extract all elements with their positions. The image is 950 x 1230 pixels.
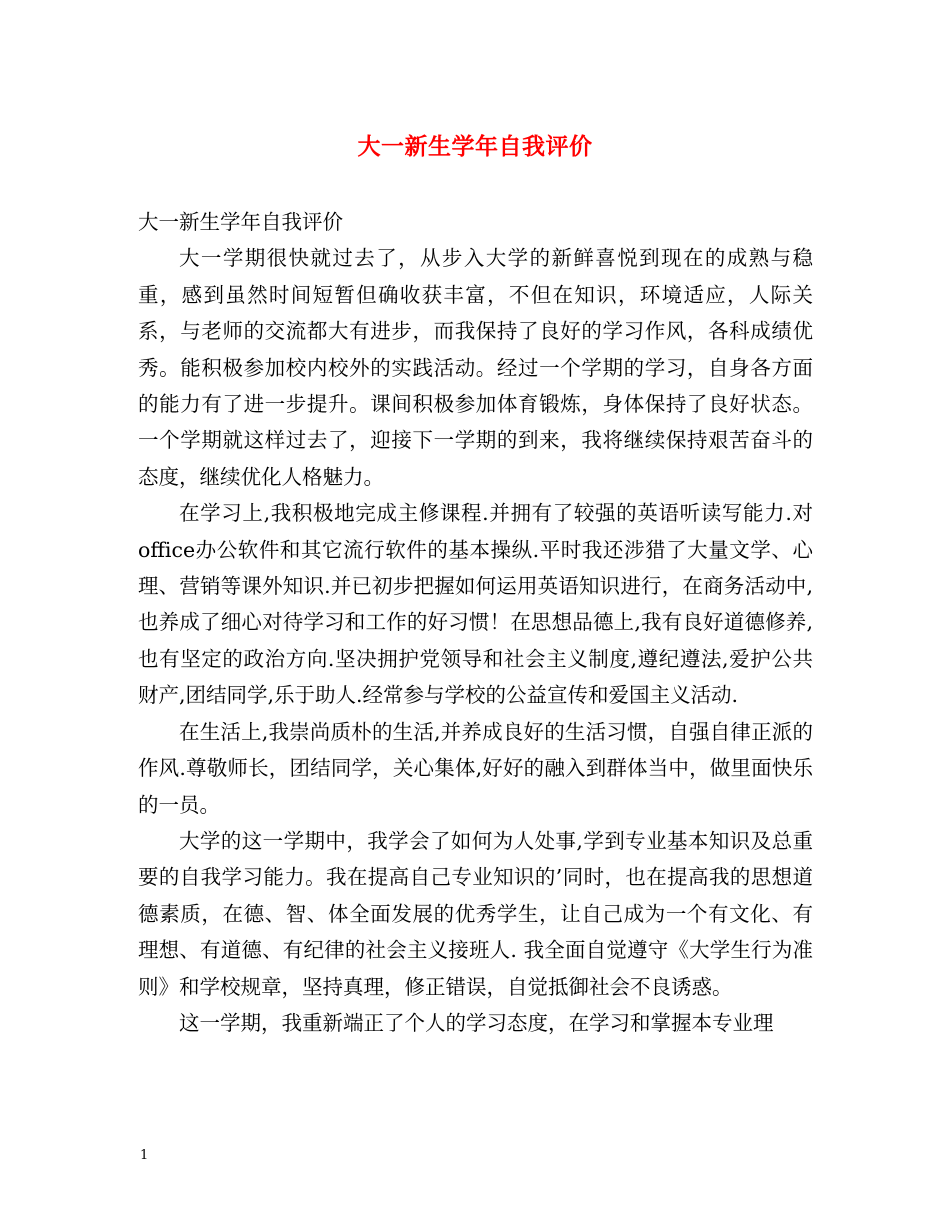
- paragraph: 在生活上,我崇尚质朴的生活,并养成良好的生活习惯，自强自律正派的作风.尊敬师长，团结同学，关心集体,好好的融入到群体当中，做里面快乐的一员。: [138, 719, 813, 817]
- page-number: 1: [140, 1148, 149, 1163]
- document-subtitle: 大一新生学年自我评价: [138, 210, 343, 234]
- paragraph: 大一学期很快就过去了，从步入大学的新鲜喜悦到现在的成熟与稳重，感到虽然时间短暂但确收获丰富，不但在知识，环境适应，人际关系，与老师的交流都大有进步，而我保持了良好的学习作风，各科成绩优秀。能积极参加校内校外的实践活动。经过一个学期的学习，自身各方面的能力有了进一步提升。课间积极参加体育锻炼，身体保持了良好状态。一个学期就这样过去了，迎接下一学期的到来，我将继续保持艰苦奋斗的态度，继续优化人格魅力。: [138, 246, 813, 489]
- paragraph: 这一学期，我重新端正了个人的学习态度，在学习和掌握本专业理: [179, 1010, 774, 1035]
- paragraph: 在学习上,我积极地完成主修课程.并拥有了较强的英语听读写能力.对office办公软件和其它流行软件的基本操纵.平时我还涉猎了大量文学、心理、营销等课外知识.并已初步把握如何运用英语知识进行，在商务活动中,也养成了细心对待学习和工作的好习惯！在思想品德上,我有良好道德修养,也有坚定的政治方向.坚决拥护党领导和社会主义制度,遵纪遵法,爱护公共财产,团结同学,乐于助人.经常参与学校的公益宣传和爱国主义活动.: [138, 501, 813, 708]
- document-body: [138, 204, 813, 1041]
- document-title: 大一新生学年自我评价: [357, 133, 593, 160]
- paragraph: 大学的这一学期中，我学会了如何为人处事,学到专业基本知识及总重要的自我学习能力。我在提高自己专业知识的’同时，也在提高我的思想道德素质，在德、智、体全面发展的优秀学生，让自己成为一个有文化、有理想、有道德、有纪律的社会主义接班人. 我全面自觉遵守《大学生行为准则》和学校规章，坚持真理，修正错误，自觉抵御社会不良诱惑。: [138, 828, 813, 999]
